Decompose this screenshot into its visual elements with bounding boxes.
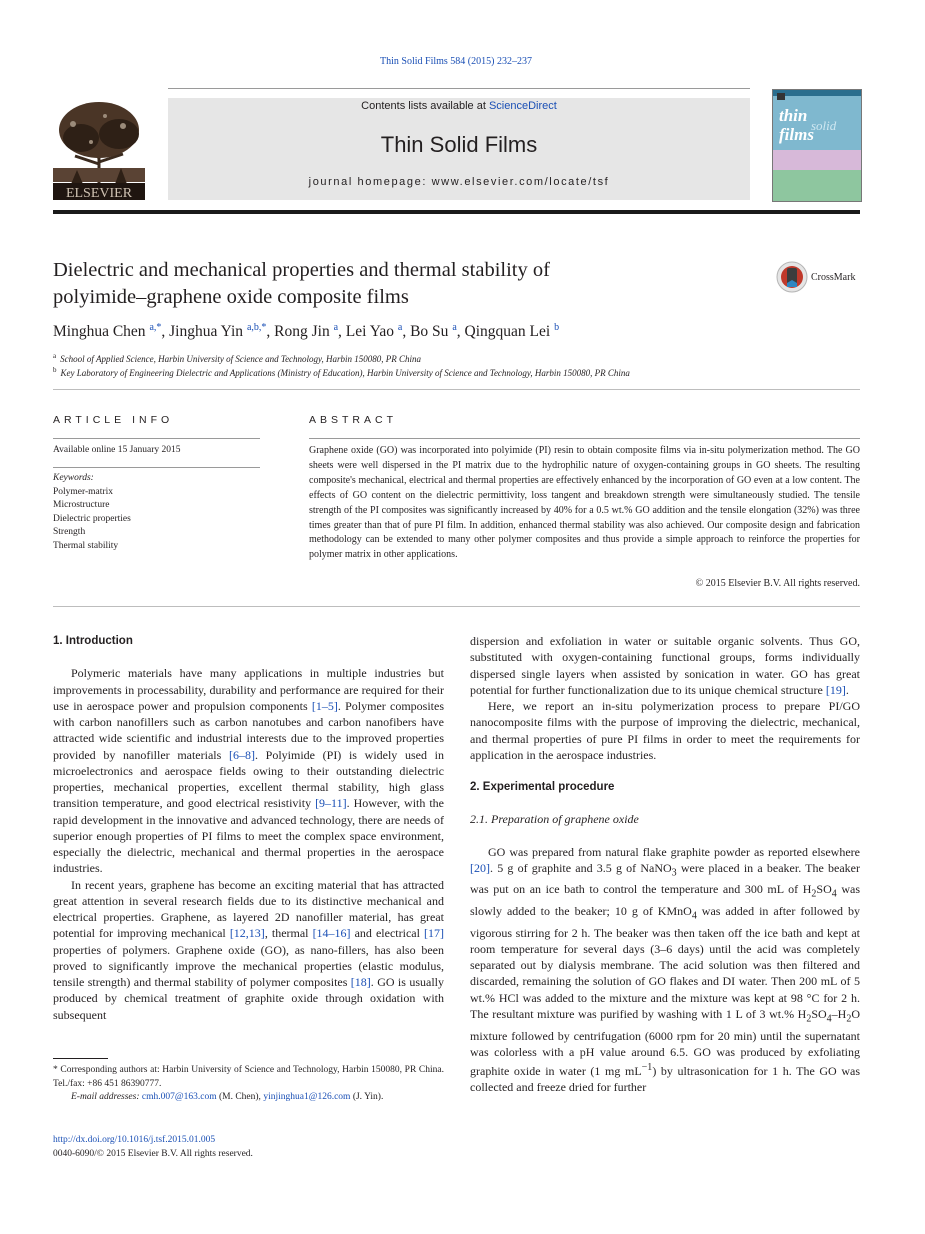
author-name[interactable]: Rong Jin xyxy=(274,323,330,341)
author-separator: , xyxy=(456,323,465,341)
text-run: . 5 g of graphite and 3.5 g of NaNO xyxy=(490,860,672,875)
affiliation-marker: a xyxy=(53,352,57,360)
right-column xyxy=(470,633,860,1096)
keyword: Polymer-matrix xyxy=(53,486,113,497)
author-name[interactable]: Minghua Chen xyxy=(53,323,146,341)
email-link[interactable]: cmh.007@163.com xyxy=(141,1092,217,1102)
article-title-line-1: Dielectric and mechanical properties and thermal stability of xyxy=(53,259,550,281)
abstract-divider xyxy=(53,606,860,607)
subscript: 4 xyxy=(691,910,697,922)
subscript: 2 xyxy=(846,1013,852,1025)
text-run: SO xyxy=(811,1006,827,1021)
citation-link[interactable]: [18] xyxy=(350,975,371,989)
affiliation-a xyxy=(53,352,421,364)
introduction-paragraph-3: Here, we report an in-situ polymerization process to prepare PI/GO nanocomposite films with the purpose of improving the dielectric, mechanical, and thermal properties of pure PI films in order to meet the requirements for application in the aerospace industries. xyxy=(470,699,860,762)
masthead-top-rule xyxy=(168,88,750,89)
elsevier-logo[interactable] xyxy=(53,98,145,200)
author-name[interactable]: Bo Su xyxy=(410,323,449,341)
corresponding-author-note: * Corresponding authors at: Harbin University of Science and Technology, Harbin 150080, PR China. Tel./fax: +86 451 86390777. xyxy=(53,1065,444,1089)
text-run: . Polyimide (PI) is widely used in microelectronics and aerospace fields owing to their outstanding dielectric properties, mechanical properties, excellent thermal stability, high glass transition temperature, and good electrical resistivity xyxy=(53,747,444,811)
superscript: −1 xyxy=(641,1062,653,1074)
author-affiliation-marker[interactable]: a,b,* xyxy=(246,322,267,333)
email-label: E-mail addresses: xyxy=(71,1092,140,1102)
email-link[interactable]: yinjinghua1@126.com xyxy=(263,1092,351,1102)
text-run: and electrical xyxy=(350,926,424,941)
abstract-text: Graphene oxide (GO) was incorporated into polyimide (PI) resin to obtain composite films via in-situ polymerization method. The GO sheets were well dispersed in the PI matrix due to the hydrophilic nature of oxygen-containing groups in GO sheets. The resulting composite's mechanical, electrical and thermal properties are effectively enhanced by the incorporation of GO even at a low content. The effects of GO content on the dielectric permittivity, loss tangent and breakdown strength were simultaneously studied. The tensile strength of the PI composites was significantly increased by 40% for a 0.5 wt.% GO addition and the tensile elongation (32%) was three times greater than that of pure PI film. In addition, enhanced thermal stability was also achieved. Our composite design and fabrication methodology can be extended to many other polymer composites and thus provide a simple approach to reinforce the properties for polymer matrix in other applications. xyxy=(309,445,860,561)
author-list xyxy=(53,322,559,341)
left-column xyxy=(53,633,444,1023)
author-affiliation-marker[interactable]: a xyxy=(452,322,457,333)
affiliation-text: School of Applied Science, Harbin University of Science and Technology, Harbin 150080, PR China xyxy=(60,354,422,364)
keyword: Microstructure xyxy=(53,500,110,510)
author-separator: , xyxy=(161,323,170,341)
email-note xyxy=(53,1091,444,1105)
subscript: 3 xyxy=(671,867,677,879)
author-name[interactable]: Jinghua Yin xyxy=(169,323,244,341)
journal-masthead xyxy=(168,98,750,200)
contents-prefix: Contents lists available at xyxy=(361,100,489,112)
contents-line xyxy=(168,100,750,112)
article-info-heading: ARTICLE INFO xyxy=(53,414,174,426)
subscript: 4 xyxy=(826,1013,832,1025)
citation-link[interactable]: [17] xyxy=(424,926,444,941)
header-divider xyxy=(53,389,860,390)
affiliation-text: Key Laboratory of Engineering Dielectric and Applications (Ministry of Education), Harbin University of Science and Technology, Harbin 150080, PR China xyxy=(60,368,630,378)
introduction-paragraph-2 xyxy=(53,877,444,1023)
citation-link[interactable]: [9–11] xyxy=(315,796,347,811)
keyword: Thermal stability xyxy=(53,540,119,551)
citation-link[interactable]: [20] xyxy=(470,860,490,875)
text-run: was added in after followed by vigorous stirring for 2 h. The beaker was then taken off the ice bath and kept at room temperature for several days (3–6 days) until the acid was completely separated out by dialysis membrane. The acid solution was then filtered and discarded, remaining the solution of GO flakes and DI water. Then 200 mL of 5 wt.% HCl was added to the mixture and the mixture was kept at 98 °C for 2 h. The resultant mixture was purified by washing with 1 L of 3 wt.% H xyxy=(470,904,860,1021)
experimental-heading: 2. Experimental procedure xyxy=(470,781,615,793)
author-affiliation-marker[interactable]: a xyxy=(333,322,339,333)
crossmark-badge[interactable] xyxy=(776,261,855,293)
author-separator: , xyxy=(402,323,411,341)
issn-line: 0040-6090/© 2015 Elsevier B.V. All rights reserved. xyxy=(53,1148,253,1159)
text-run: (J. Yin). xyxy=(350,1092,384,1102)
keywords-label: Keywords: xyxy=(53,473,94,483)
cover-title-films: films xyxy=(779,125,814,144)
text-run: properties of polymers. Graphene oxide (GO), as nano-fillers, has also been proved to significantly improve the mechanical properties (elastic modulus, tensile strength) and thermal stability of polymer composites xyxy=(53,942,444,989)
experimental-paragraph-1 xyxy=(470,844,860,1096)
journal-cover-thumbnail[interactable] xyxy=(772,89,862,202)
introduction-heading: 1. Introduction xyxy=(53,635,133,647)
experimental-subheading: 2.1. Preparation of graphene oxide xyxy=(470,812,639,827)
author-separator: , xyxy=(266,323,275,341)
journal-reference-link[interactable]: Thin Solid Films 584 (2015) 232–237 xyxy=(380,56,532,67)
author-affiliation-marker[interactable]: a,* xyxy=(149,322,162,333)
affiliation-b xyxy=(53,366,630,378)
introduction-paragraph-1 xyxy=(53,665,444,876)
text-run: , thermal xyxy=(264,926,313,941)
article-title-line-2: polyimide–graphene oxide composite films xyxy=(53,286,409,308)
keyword: Dielectric properties xyxy=(53,513,131,524)
text-run: . Polymer composites with carbon nanofillers such as carbon nanotubes and carbon nanofibers have attracted wide scientific and industrial interests due to the improved properties provided by nanofiller materials xyxy=(53,698,444,762)
abstract-rule-top xyxy=(309,438,860,439)
subscript: 2 xyxy=(811,888,817,900)
citation-link[interactable]: [6–8] xyxy=(228,747,255,762)
citation-link[interactable]: [1–5] xyxy=(311,698,338,713)
cover-title-thin: thin xyxy=(779,106,808,125)
text-run: . However, with the rapid development in the innovative and advanced technology, there are needs of superior enough properties of PI films to meet the complex space environment, especially the dielectric, mechanical and thermal properties in the aerospace industries. xyxy=(53,796,445,876)
doi-link[interactable]: http://dx.doi.org/10.1016/j.tsf.2015.01.005 xyxy=(53,1135,216,1145)
article-info-rule-top xyxy=(53,438,260,439)
keywords-block xyxy=(53,472,131,553)
author-affiliation-marker[interactable]: b xyxy=(554,322,560,333)
available-online: Available online 15 January 2015 xyxy=(53,445,181,455)
author-name[interactable]: Qingquan Lei xyxy=(464,323,551,341)
text-run: . GO is usually produced by chemical treatment of graphite oxide through oxidation with subsequent xyxy=(53,975,444,1022)
abstract-heading: ABSTRACT xyxy=(309,414,398,426)
text-run: In recent years, graphene has become an exciting material that has attracted great attention in several research fields due to its distinctive mechanical and electrical properties. Graphene, as layered 2D nanofiller material, has great potential for improving mechanical xyxy=(53,877,444,941)
journal-title: Thin Solid Films xyxy=(380,132,538,157)
keyword: Strength xyxy=(53,527,86,537)
citation-link[interactable]: [12,13] xyxy=(229,926,265,941)
text-run: GO was prepared from natural flake graphite powder as reported elsewhere xyxy=(488,844,860,859)
text-run: were placed in a beaker. The beaker was put on an ice bath to control the temperature and 300 mL of H xyxy=(470,860,860,897)
subscript: 4 xyxy=(831,888,837,900)
text-run: (M. Chen), xyxy=(216,1092,264,1102)
text-run: SO xyxy=(816,882,832,897)
text-run: . xyxy=(845,682,849,697)
sciencedirect-link[interactable]: ScienceDirect xyxy=(488,100,557,112)
text-run: Polymeric materials have many applications in multiple industries but improvements in processability, durability and performance are required for their use in aerospace power and propulsion components xyxy=(53,666,444,713)
affiliation-marker: b xyxy=(53,366,57,374)
abstract-copyright: © 2015 Elsevier B.V. All rights reserved. xyxy=(695,578,860,589)
article-info-rule-mid xyxy=(53,467,260,468)
masthead-bottom-rule xyxy=(53,210,860,214)
crossmark-icon xyxy=(776,261,808,293)
footnote-rule xyxy=(53,1058,108,1059)
subscript: 2 xyxy=(806,1013,812,1025)
author-separator: , xyxy=(338,323,346,341)
text-run: dispersion and exfoliation in water or suitable organic solvents. Thus GO, substituted with oxygen-containing functional groups, forms individually dispersed single layers when assisted by sonication in water. GO has great potential for further functionalization due to its unique chemical structure xyxy=(470,634,860,697)
citation-link[interactable]: [19] xyxy=(825,682,846,697)
text-run: ) by ultrasonication for 1 h. The GO was collected and freeze dried for further xyxy=(470,1064,860,1095)
text-run: was slowly added to the beaker; 10 g of KMnO xyxy=(470,882,860,919)
elsevier-wordmark: ELSEVIER xyxy=(65,186,133,200)
introduction-paragraph-2-continued xyxy=(470,633,860,698)
journal-homepage[interactable]: journal homepage: www.elsevier.com/locate/tsf xyxy=(308,176,610,188)
text-run: –H xyxy=(831,1006,847,1021)
crossmark-label: CrossMark xyxy=(811,271,856,283)
author-name[interactable]: Lei Yao xyxy=(345,323,395,341)
footer xyxy=(53,1134,253,1161)
author-affiliation-marker[interactable]: a xyxy=(397,322,403,333)
text-run: O mixture followed by centrifugation (6000 rpm for 20 min) until the supernatant was colorless with a pH value around 6.5. GO was produced by exfoliating graphite oxide in water (1 mg mL xyxy=(470,1006,860,1079)
cover-title-solid: solid xyxy=(811,118,837,133)
article-title xyxy=(53,257,753,311)
citation-link[interactable]: [14–16] xyxy=(312,926,351,941)
